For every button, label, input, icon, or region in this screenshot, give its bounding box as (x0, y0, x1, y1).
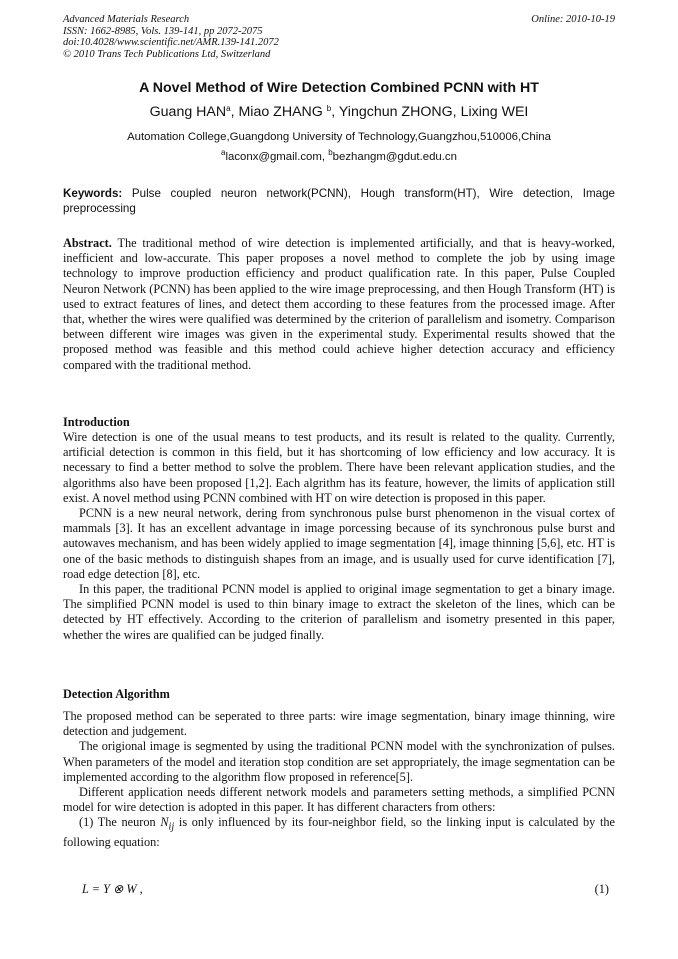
author-emails: $^a$laconx@gmail.com, $^b$bezhangm@gdut.edu.cn (221, 148, 457, 163)
paragraph: (1) The neuron $N_{ij}$ is only influenced by its four-neighbor field, so the linking input is calculated by the following equation: (63, 815, 615, 850)
issn-line: ISSN: 1662-8985, Vols. 139-141, pp 2072-2075 (63, 25, 263, 37)
email-a: laconx@gmail.com, (225, 151, 329, 163)
affiliation: Automation College,Guangdong University of Technology,Guangzhou,510006,China (127, 131, 551, 143)
author-affil-mark: a (226, 104, 231, 113)
keywords-text: Pulse coupled neuron network(PCNN), Hough transform(HT), Wire detection, Image preprocessing (63, 187, 615, 215)
equation-expression: L = Y ⊗ W (82, 882, 137, 896)
abstract (63, 236, 615, 373)
neuron-symbol: N (160, 815, 169, 830)
paragraph: The origional image is segmented by using the traditional PCNN model with the synchronization of pulses. When parameters of the model and iteration stop condition are set appropriately, the image segmentation can be implemented according to the algorithm flow proposed in reference[5]. (63, 739, 615, 784)
author-name: Lixing WEI (460, 104, 529, 120)
author-affil-mark: b (326, 104, 332, 113)
paragraph: In this paper, the traditional PCNN model is applied to original image segmentation to get a binary image. The simplified PCNN model is used to thin binary image to extract the skeleton of the lines, which can be detected by HT effectively. According to the criterion of parallelism and isometry presented in this paper, whether the wires are qualified can be judged finally. (63, 582, 615, 642)
paper-title: A Novel Method of Wire Detection Combined PCNN with HT (139, 80, 539, 96)
copyright-line: © 2010 Trans Tech Publications Ltd, Switzerland (63, 48, 271, 60)
paragraph: Wire detection is one of the usual means to test products, and its result is related to the quality. Currently, artificial detection is common in this field, but it has shortcoming of low efficiency and low accuracy. It is necessary to find a better method to solve the problem. There have been relevant application studies, and the algorithms also have been proposed [1,2]. Each algrithm has its feature, however, the limits of application still exist. A novel method using PCNN combined with HT on wire detection is proposed in this paper. (63, 430, 615, 505)
abstract-label: Abstract. (63, 236, 112, 250)
paragraph: The proposed method can be seperated to three parts: wire image segmentation, binary image thinning, wire detection and judgement. (63, 709, 615, 739)
author-name: Yingchun ZHONG (338, 104, 453, 120)
journal-name: Advanced Materials Research (63, 14, 190, 25)
keywords (63, 186, 615, 216)
online-date: Online: 2010-10-19 (531, 14, 615, 25)
equation-1: L = Y ⊗ W , (1) (82, 882, 609, 896)
section-detection (63, 709, 615, 850)
paragraph: PCNN is a new neural network, dering from synchronous pulse burst phenomenon in the visual cortex of mammals [3]. It has an excellent advantage in image porcessing because of its synchronous pulse burst and autowaves mechanism, and has been widely applied to image segmentation [4], image thinning [5,6], etc. HT is one of the basic methods to distinguish shapes from an image, and is usually used for curve identification [7], road edge detection [8], etc. (63, 506, 615, 581)
section-introduction (63, 430, 615, 643)
email-b: bezhangm@gdut.edu.cn (332, 151, 457, 163)
author-name: Guang HAN (149, 104, 227, 120)
section-heading-detection: Detection Algorithm (63, 687, 170, 701)
doi-line: doi:10.4028/www.scientific.net/AMR.139-141.2072 (63, 37, 279, 48)
keywords-label: Keywords: (63, 187, 123, 200)
equation-number: (1) (594, 882, 609, 896)
journal-header (63, 14, 615, 60)
author-name: Miao ZHANG (238, 104, 327, 120)
paragraph: Different application needs different network models and parameters setting methods, a simplified PCNN model for wire detection is adopted in this paper. It has different characters from others: (63, 785, 615, 815)
author-list: Guang HAN$^a$, Miao ZHANG $^b$, Yingchun ZHONG, Lixing WEI (149, 104, 529, 120)
section-heading-introduction: Introduction (63, 415, 130, 429)
abstract-text: The traditional method of wire detection is implemented artificially, and that is heavy-worked, inefficient and low-accurate. This paper proposes a novel method to complete the job by using image technology to improve production efficiency and product qualification rate. In this paper, Pulse Coupled Neuron Network (PCNN) has been applied to the wire image preprocessing, and then Hough Transform (HT) is used to extract features of lines, and detect them according to these features from the processed image. After that, whether the wires were qualified was determined by the criterion of parallelism and isometry. Comparison between different wire images was given in the experimental study. Experimental results showed that the proposed method was feasible and this method could achieve higher detection accuracy and efficiency compared with the traditional method. (63, 236, 615, 372)
